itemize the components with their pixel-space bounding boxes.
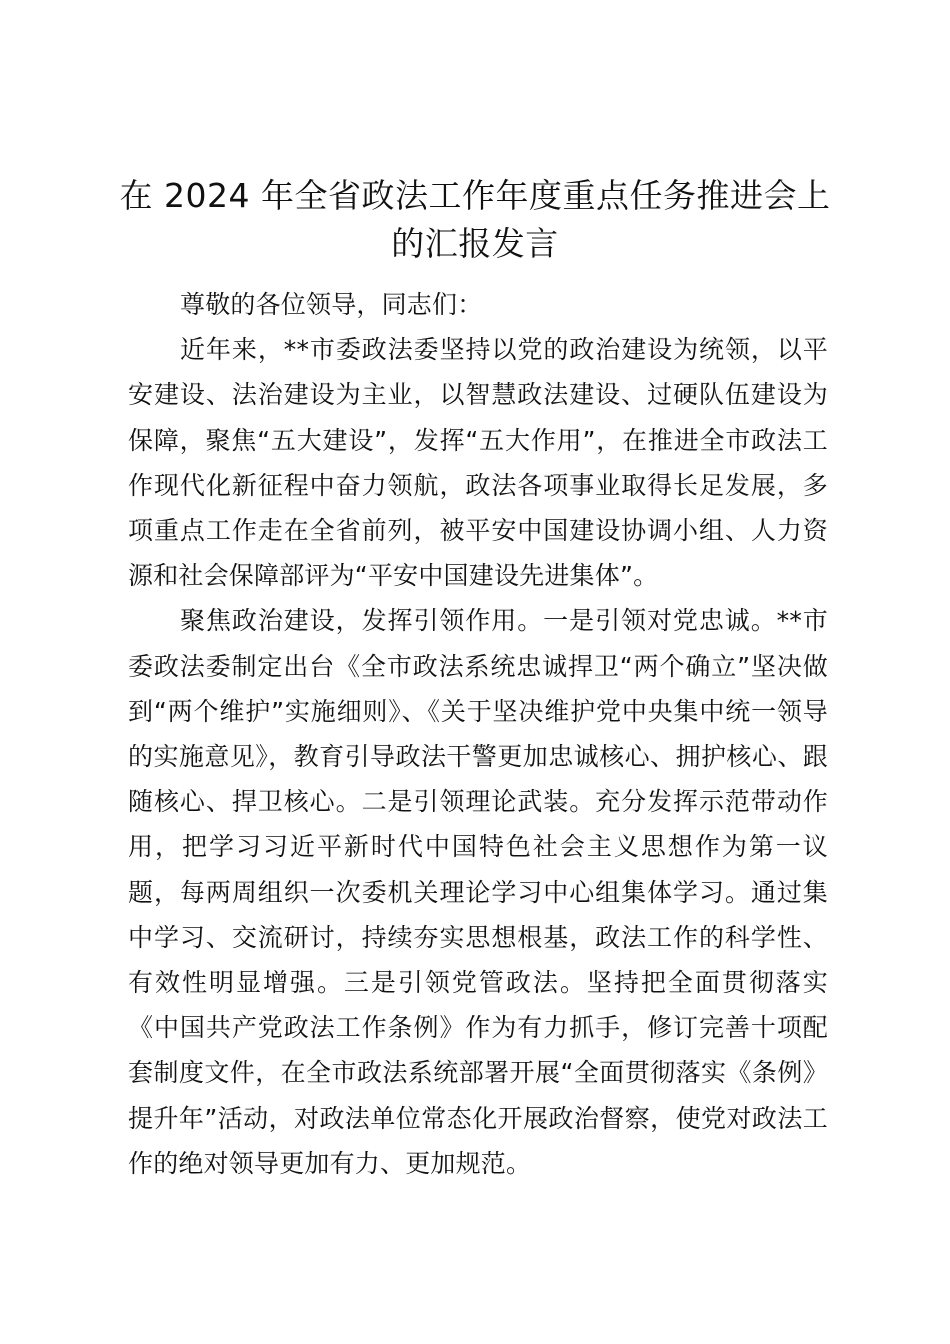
political-building-paragraph: 聚焦政治建设，发挥引领作用。一是引领对党忠诚。**市委政法委制定出台《全市政法系统忠诚捍卫“两个确立”坚决做到“两个维护”实施细则》、《关于坚决维护党中央集中统一领导的实施意见》，教育引导政法干警更加忠诚核心、拥护核心、跟随核心、捍卫核心。二是引领理论武装。充分发挥示范带动作用，把学习习近平新时代中国特色社会主义思想作为第一议题，每两周组织一次委机关理论学习中心组集体学习。通过集中学习、交流研讨，持续夯实思想根基，政法工作的科学性、有效性明显增强。三是引领党管政法。坚持把全面贯彻落实《中国共产党政法工作条例》作为有力抓手，修订完善十项配套制度文件，在全市政法系统部署开展“全面贯彻落实《条例》提升年”活动，对政法单位常态化开展政治督察，使党对政法工作的绝对领导更加有力、更加规范。 [128, 606, 828, 1178]
document-title: 在 2024 年全省政法工作年度重点任务推进会上的汇报发言 [119, 176, 831, 263]
document-body [128, 282, 828, 1186]
intro-paragraph: 近年来，**市委政法委坚持以党的政治建设为统领，以平安建设、法治建设为主业，以智慧政法建设、过硬队伍建设为保障，聚焦“五大建设”，发挥“五大作用”，在推进全市政法工作现代化新征程中奋力领航，政法各项事业取得长足发展，多项重点工作走在全省前列，被平安中国建设协调小组、人力资源和社会保障部评为“平安中国建设先进集体”。 [128, 335, 828, 591]
salutation-paragraph: 尊敬的各位领导，同志们： [180, 290, 483, 319]
